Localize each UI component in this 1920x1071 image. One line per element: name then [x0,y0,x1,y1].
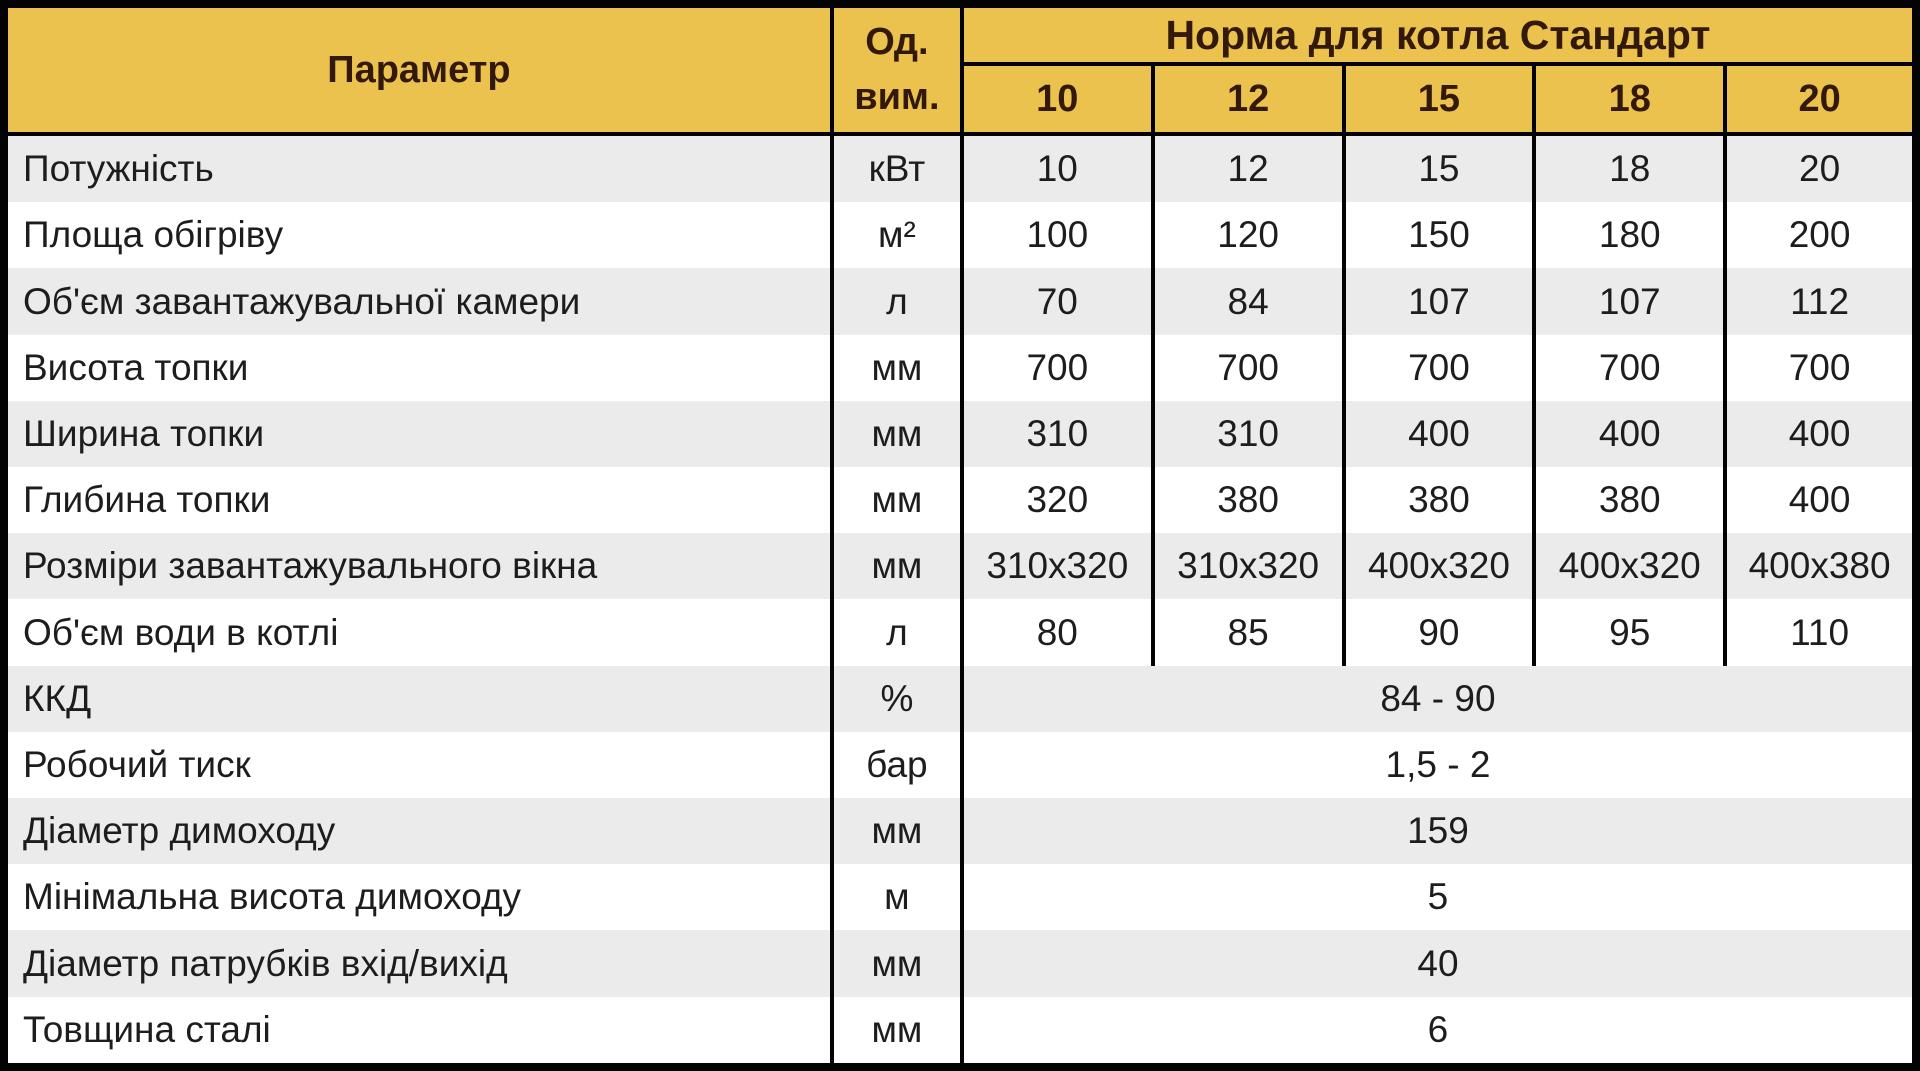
param-cell: ККД [4,666,832,732]
param-cell: Розміри завантажувального вікна [4,533,832,599]
value-cell: 84 [1153,268,1344,334]
unit-cell: кВт [832,134,962,202]
table-row [4,997,1916,1067]
table-row [4,202,1916,268]
table-row [4,467,1916,533]
unit-cell: % [832,666,962,732]
param-cell: Глибина топки [4,467,832,533]
merged-value-cell: 6 [962,997,1916,1067]
spec-table-body [4,134,1916,1067]
column-header-model-12: 12 [1153,64,1344,134]
table-row [4,599,1916,665]
merged-value-cell: 5 [962,864,1916,930]
value-cell: 400 [1725,401,1916,467]
value-cell: 100 [962,202,1153,268]
unit-cell: мм [832,997,962,1067]
value-cell: 310х320 [1153,533,1344,599]
value-cell: 107 [1344,268,1535,334]
value-cell: 85 [1153,599,1344,665]
merged-value-cell: 1,5 - 2 [962,732,1916,798]
value-cell: 107 [1534,268,1725,334]
value-cell: 310х320 [962,533,1153,599]
param-cell: Діаметр димоходу [4,798,832,864]
table-row [4,335,1916,401]
param-cell: Об'єм води в котлі [4,599,832,665]
table-row [4,268,1916,334]
unit-cell: мм [832,467,962,533]
value-cell: 400 [1725,467,1916,533]
value-cell: 20 [1725,134,1916,202]
value-cell: 400х320 [1534,533,1725,599]
unit-cell: мм [832,798,962,864]
table-row [4,533,1916,599]
value-cell: 380 [1534,467,1725,533]
value-cell: 700 [1534,335,1725,401]
value-cell: 310 [1153,401,1344,467]
value-cell: 400 [1344,401,1535,467]
unit-cell: л [832,599,962,665]
value-cell: 400х320 [1344,533,1535,599]
table-row [4,798,1916,864]
unit-cell: мм [832,401,962,467]
column-header-parameter: Параметр [4,4,832,134]
column-header-group-title: Норма для котла Стандарт [962,4,1916,64]
value-cell: 80 [962,599,1153,665]
unit-cell: мм [832,930,962,996]
value-cell: 10 [962,134,1153,202]
unit-cell: мм [832,335,962,401]
table-row [4,732,1916,798]
value-cell: 700 [1725,335,1916,401]
merged-value-cell: 40 [962,930,1916,996]
value-cell: 700 [1153,335,1344,401]
param-cell: Робочий тиск [4,732,832,798]
value-cell: 700 [1344,335,1535,401]
value-cell: 15 [1344,134,1535,202]
value-cell: 180 [1534,202,1725,268]
unit-cell: бар [832,732,962,798]
param-cell: Товщина сталі [4,997,832,1067]
value-cell: 380 [1344,467,1535,533]
unit-cell: л [832,268,962,334]
value-cell: 400 [1534,401,1725,467]
value-cell: 700 [962,335,1153,401]
param-cell: Об'єм завантажувальної камери [4,268,832,334]
merged-value-cell: 159 [962,798,1916,864]
value-cell: 400х380 [1725,533,1916,599]
value-cell: 18 [1534,134,1725,202]
table-row [4,401,1916,467]
column-header-model-10: 10 [962,64,1153,134]
value-cell: 310 [962,401,1153,467]
param-cell: Площа обігріву [4,202,832,268]
param-cell: Діаметр патрубків вхід/вихід [4,930,832,996]
value-cell: 110 [1725,599,1916,665]
column-header-unit: Од. вим. [832,4,962,134]
value-cell: 12 [1153,134,1344,202]
column-header-model-18: 18 [1534,64,1725,134]
param-cell: Висота топки [4,335,832,401]
column-header-model-20: 20 [1725,64,1916,134]
value-cell: 380 [1153,467,1344,533]
merged-value-cell: 84 - 90 [962,666,1916,732]
table-row [4,864,1916,930]
value-cell: 150 [1344,202,1535,268]
unit-cell: мм [832,533,962,599]
column-header-model-15: 15 [1344,64,1535,134]
param-cell: Потужність [4,134,832,202]
table-row [4,666,1916,732]
value-cell: 90 [1344,599,1535,665]
value-cell: 200 [1725,202,1916,268]
unit-cell: м [832,864,962,930]
value-cell: 70 [962,268,1153,334]
param-cell: Ширина топки [4,401,832,467]
value-cell: 320 [962,467,1153,533]
value-cell: 112 [1725,268,1916,334]
unit-cell: м² [832,202,962,268]
spec-table-header [4,4,1916,134]
table-row [4,930,1916,996]
param-cell: Мінімальна висота димоходу [4,864,832,930]
table-row [4,134,1916,202]
value-cell: 120 [1153,202,1344,268]
value-cell: 95 [1534,599,1725,665]
header-row-group [4,4,1916,64]
